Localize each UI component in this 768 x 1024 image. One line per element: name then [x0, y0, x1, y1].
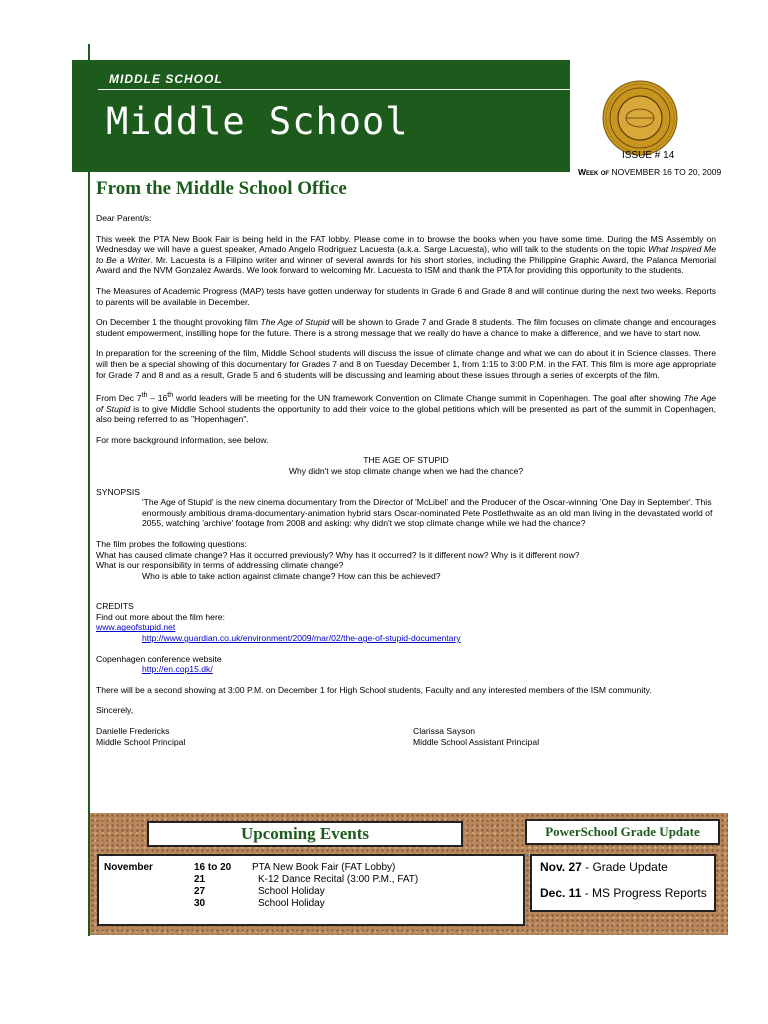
signature-principal — [96, 726, 185, 747]
event-date: 27 — [194, 886, 206, 897]
paragraph-book-fair — [96, 234, 716, 276]
event-date: 30 — [194, 898, 206, 909]
question-item: Who is able to take action against climate change? How can this be achieved? — [142, 570, 441, 581]
paragraph-second-showing: There will be a second showing at 3:00 P.M. on December 1 for High School students, Faculty and any interested members of the ISM community. — [96, 684, 652, 695]
text: On December 1 the thought provoking film — [96, 317, 261, 328]
paragraph-film — [96, 317, 716, 338]
grade-update-desc: - MS Progress Reports — [581, 886, 707, 900]
film-title-inline: The Age of Stupid — [260, 317, 330, 328]
questions-intro: The film probes the following questions: — [96, 538, 247, 549]
text: is to give Middle School students the opportunity to add their voice to the global petitions which will be presented as part of the summit in Copenhagen, also being referred to as "Hopenhagen". — [96, 403, 716, 425]
events-month: November — [104, 862, 153, 873]
paragraph-screening: In preparation for the screening of the film, Middle School students will discuss the issue of climate change and what we can do about it in Science classes. There will then be a special showing of this documentary for Grades 7 and 8 on Tuesday December 1, from 1:15 to 3:00 P.M. in the FAT. This film is more age appropriate for Grade 7 and 8 and as a result, Grade 5 and 6 students will be discussing and learning about these issues through a series of excerpts of the film. — [96, 348, 716, 380]
link-ageofstupid[interactable]: www.ageofstupid.net — [96, 622, 176, 633]
paragraph-map-tests: The Measures of Academic Progress (MAP) tests have gotten underway for students in Grade 6 and Grade 8 and will continue during the next two weeks. Reports to parents will be available in December. — [96, 285, 716, 307]
talk-title: What Inspired Me to Be a Writer — [96, 244, 716, 265]
text: From Dec 7 — [96, 392, 142, 403]
link-item — [142, 633, 716, 644]
link-cop15[interactable]: http://en.cop15.dk/ — [142, 664, 213, 675]
signer-name: Clarissa Sayson — [413, 726, 476, 737]
article-heading: From the Middle School Office — [96, 178, 347, 199]
film-title-inline: The Age of Stupid — [96, 392, 716, 414]
greeting: Dear Parent/s: — [96, 213, 152, 223]
school-seal-icon — [602, 80, 678, 156]
grade-update-desc: - Grade Update — [581, 860, 668, 874]
synopsis-label: SYNOPSIS — [96, 486, 140, 497]
grade-update-item — [540, 860, 668, 874]
week-prefix: Week of — [578, 167, 610, 177]
superscript: th — [167, 391, 174, 400]
grade-update-date: Dec. 11 — [540, 886, 582, 900]
signature-assistant-principal — [413, 726, 539, 747]
closing: Sincerely, — [96, 705, 134, 716]
masthead-banner — [72, 60, 570, 172]
event-desc: School Holiday — [258, 898, 325, 909]
credits-label: CREDITS — [96, 601, 134, 612]
issue-week — [578, 167, 721, 177]
week-dates: NOVEMBER 16 TO 20, 2009 — [611, 167, 722, 177]
corkboard-panel — [90, 813, 728, 935]
events-list — [97, 854, 525, 926]
text: will be shown to Grade 7 and Grade 8 students. The film focuses on climate change and encourages student empowerment, instilling hope for the future. There is a strong message that we really do have a chance to make a difference, and we have to start now. — [96, 317, 716, 338]
copenhagen-label: Copenhagen conference website — [96, 653, 222, 664]
event-date: 21 — [194, 874, 206, 885]
section-label: MIDDLE SCHOOL — [109, 72, 223, 86]
paragraph-background: For more background information, see below. — [96, 434, 269, 445]
question-item: What is our responsibility in terms of addressing climate change? — [96, 560, 344, 571]
signer-name: Danielle Fredericks — [96, 726, 170, 737]
grade-updates-list — [530, 854, 716, 912]
masthead-divider — [98, 89, 570, 90]
issue-number: ISSUE # 14 — [622, 150, 675, 161]
signatures — [96, 726, 716, 748]
text: This week the PTA New Book Fair is being held in the FAT lobby. Please come in to browse the books when you have some time. During the MS Assembly on Wednesday we will have a guest speaker, Amado Angelo Rodriguez Lacuesta (a.k.a. Sarge Lacuesta), who will talk to the students on the topic — [96, 233, 716, 255]
question-item: What has caused climate change? Has it occurred previously? Why has it occurred? Is it different now? Why is it different now? — [96, 549, 580, 560]
grade-update-date: Nov. 27 — [540, 860, 582, 874]
paragraph-copenhagen — [96, 390, 716, 425]
text: world leaders will be meeting for the UN framework Convention on Climate Change summit in Copenhagen. The goal after showing — [173, 392, 684, 403]
event-desc: K-12 Dance Recital (3:00 P.M., FAT) — [258, 874, 419, 885]
powerschool-title: PowerSchool Grade Update — [525, 819, 720, 845]
link-guardian[interactable]: http://www.guardian.co.uk/environment/2009/mar/02/the-age-of-stupid-documentary — [142, 633, 461, 644]
signer-title: Middle School Assistant Principal — [413, 736, 540, 747]
credits-intro: Find out more about the film here: — [96, 611, 225, 622]
event-desc: PTA New Book Fair (FAT Lobby) — [252, 862, 396, 873]
signer-title: Middle School Principal — [96, 736, 186, 747]
text: . Mr. Lacuesta is a Filipino writer and winner of several awards for his short stories, including the Philippine Graphic Award, the Palanca Memorial Award and the NVM Gonzalez Awards. We look forward to welcoming Mr. Lacuesta to ISM and thank the PTA for providing this opportunity to the students. — [96, 254, 716, 276]
synopsis-text: 'The Age of Stupid' is the new cinema documentary from the Director of 'McLibel' and the Producer of the Oscar-winning 'One Day in September'. This enormously ambitious drama-documentary-animation hybrid stars Oscar-nominated Pete Postlethwaite as an old man living in the devastated world of 2055, watching 'archive' footage from 2008 and asking: why didn't we stop climate change while we had the chance? — [142, 497, 713, 529]
grade-update-item — [540, 886, 707, 900]
link-item — [142, 664, 716, 675]
event-date: 16 to 20 — [194, 862, 232, 873]
article-body — [96, 213, 716, 758]
event-desc: School Holiday — [258, 886, 325, 897]
superscript: th — [141, 391, 148, 400]
film-title: THE AGE OF STUPID — [363, 455, 449, 466]
page-title: Middle School — [106, 100, 409, 143]
upcoming-events-title: Upcoming Events — [147, 821, 463, 847]
text: – 16 — [147, 392, 168, 403]
link-item — [96, 622, 716, 633]
margin-rule — [88, 44, 90, 936]
film-tagline: Why didn't we stop climate change when we had the chance? — [288, 465, 524, 476]
